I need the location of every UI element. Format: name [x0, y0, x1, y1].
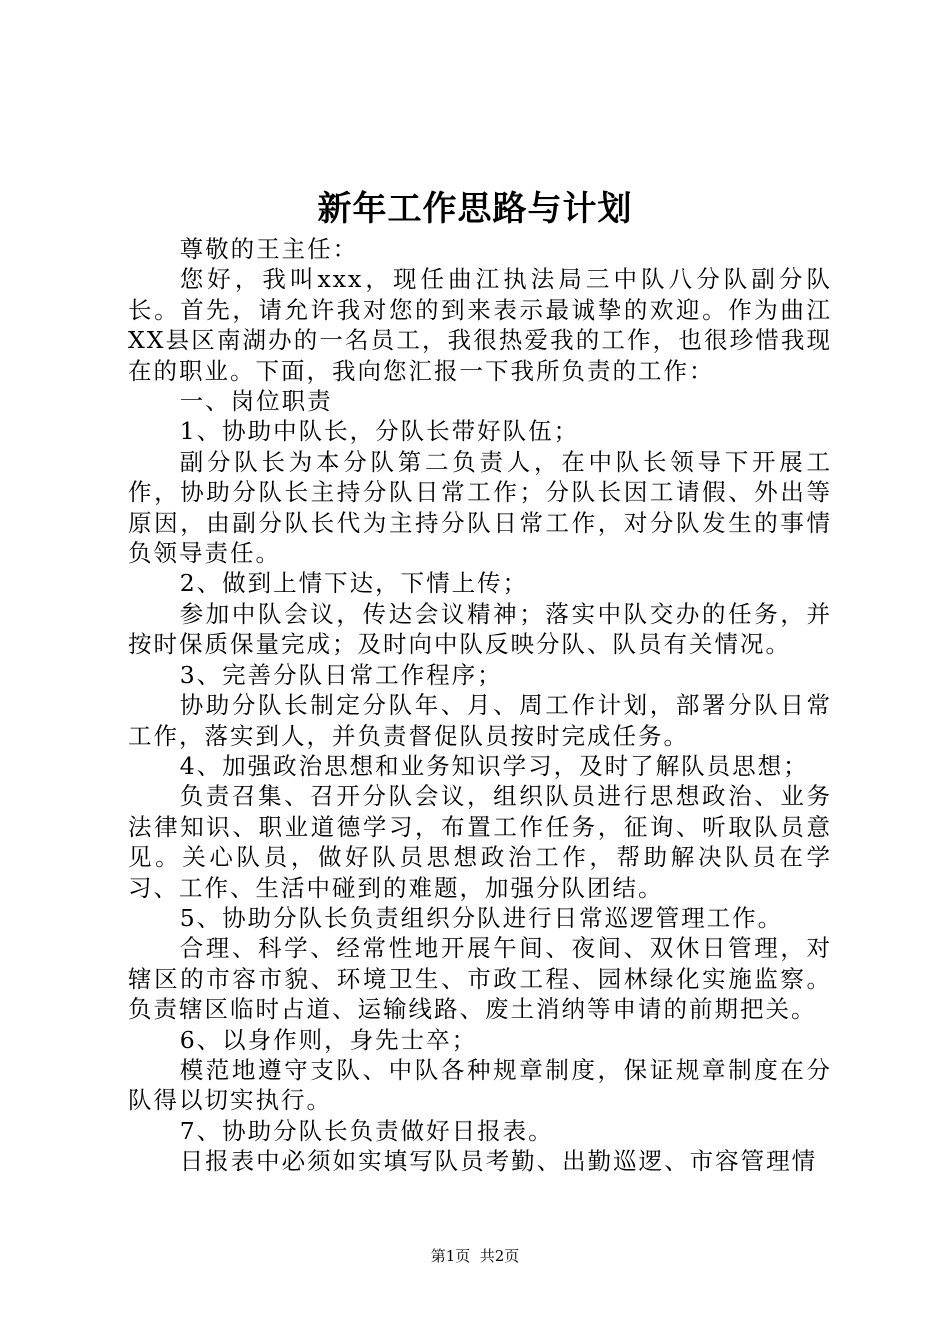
- item-paragraph: 模范地遵守支队、中队各种规章制度，保证规章制度在分队得以切实执行。: [128, 1055, 832, 1115]
- document-title: 新年工作思路与计划: [317, 189, 633, 229]
- page-number: 第1页 共2页: [430, 1247, 520, 1265]
- item-heading: 1、协助中队长，分队长带好队伍；: [179, 417, 580, 446]
- item-paragraph: 日报表中必须如实填写队员考勤、出勤巡逻、市容管理情: [179, 1147, 818, 1176]
- item-heading: 3、完善分队日常工作程序；: [179, 660, 503, 689]
- item-heading: 5、协助分队长负责组织分队进行日常巡逻管理工作。: [179, 903, 784, 932]
- item-heading: 2、做到上情下达，下情上传；: [179, 569, 529, 598]
- item-paragraph: 负责召集、召开分队会议，组织队员进行思想政治、业务法律知识、职业道德学习，布置工作任务，征询、听取队员意见。关心队员，做好队员思想政治工作，帮助解决队员在学习、工作、生活中碰到的难题，加强分队团结。: [128, 782, 832, 902]
- item-paragraph: 合理、科学、经常性地开展午间、夜间、双休日管理，对辖区的市容市貌、环境卫生、市政工程、园林绿化实施监察。负责辖区临时占道、运输线路、废土消纳等申请的前期把关。: [128, 934, 832, 1024]
- item-heading: 4、加强政治思想和业务知识学习，及时了解队员思想；: [179, 751, 809, 780]
- item-paragraph: 副分队长为本分队第二负责人，在中队长领导下开展工作，协助分队长主持分队日常工作；分队长因工请假、外出等原因，由副分队长代为主持分队日常工作，对分队发生的事情负领导责任。: [128, 447, 832, 568]
- item-paragraph: 协助分队长制定分队年、月、周工作计划，部署分队日常工作，落实到人，并负责督促队员按时完成任务。: [128, 691, 832, 750]
- item-paragraph: 参加中队会议，传达会议精神；落实中队交办的任务，并按时保质保量完成；及时向中队反映分队、队员有关情况。: [128, 599, 832, 659]
- section-heading: 一、岗位职责: [179, 387, 333, 416]
- item-heading: 6、以身作则，身先士卒；: [179, 1025, 478, 1054]
- salutation: 尊敬的王主任：: [179, 235, 359, 263]
- item-heading: 7、协助分队长负责做好日报表。: [179, 1116, 554, 1145]
- document-body: [128, 234, 832, 1177]
- page-footer: [0, 1246, 950, 1266]
- intro-paragraph: 您好，我叫xxx，现任曲江执法局三中队八分队副分队长。首先，请允许我对您的到来表示最诚挚的欢迎。作为曲江XX县区南湖办的一名员工，我很热爱我的工作，也很珍惜我现在的职业。下面，我向您汇报一下我所负责的工作：: [128, 265, 832, 385]
